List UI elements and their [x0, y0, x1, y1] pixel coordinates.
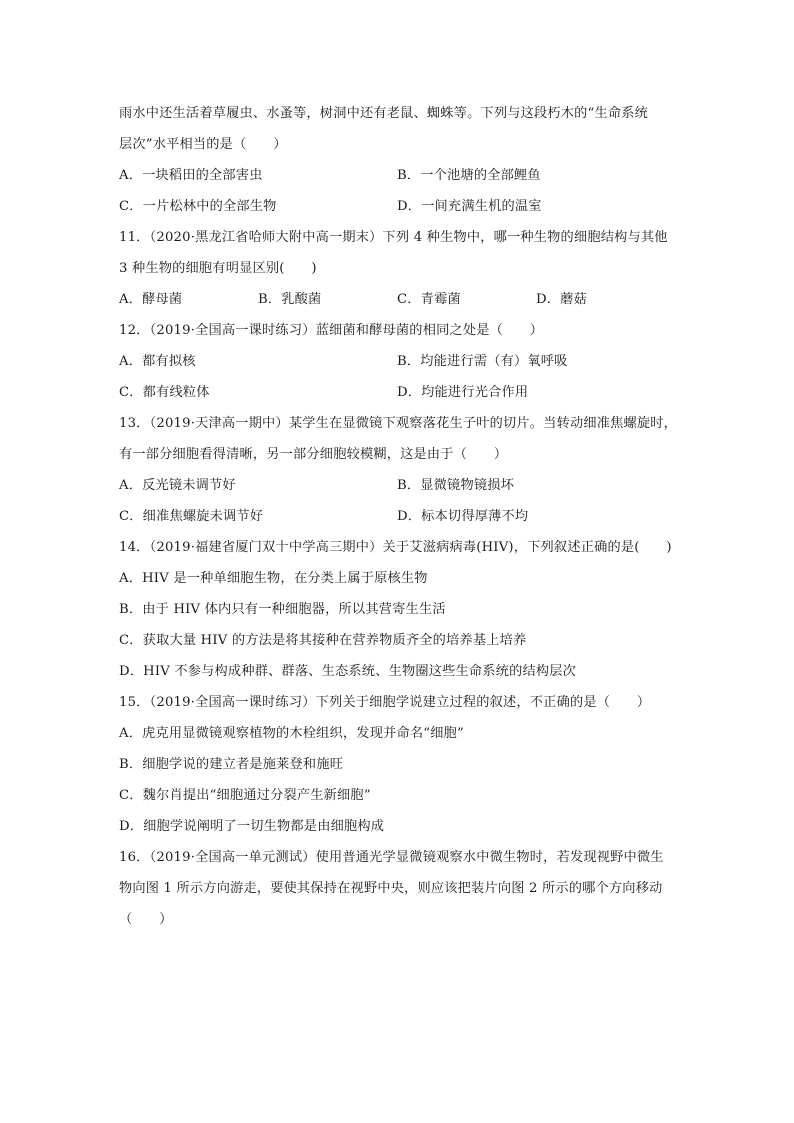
q12-option-c: C．都有线粒体 [119, 385, 210, 400]
q10-stem-line2: 层次”水平相当的是（ ） [119, 137, 287, 152]
q13-option-b: B．显微镜物镜损坏 [397, 478, 514, 493]
q16-stem-line3: （ ） [119, 912, 173, 927]
q11-option-b: B．乳酸菌 [258, 292, 322, 307]
q13-stem-line2: 有一部分细胞看得清晰，另一部分细胞较模糊，这是由于（ ） [119, 447, 508, 462]
q11-stem-line2: 3 种生物的细胞有明显区别( ) [119, 261, 317, 276]
q10-options-row2 [119, 191, 675, 222]
q10-option-d: D．一间充满生机的温室 [397, 199, 542, 214]
q13-option-a: A．反光镜未调节好 [119, 478, 236, 493]
q12-option-a: A．都有拟核 [119, 354, 196, 369]
q14-option-a: A．HIV 是一种单细胞生物，在分类上属于原核生物 [119, 571, 428, 586]
q12-options-row2 [119, 377, 675, 408]
q11-options-row [119, 284, 675, 315]
q11-option-c: C．青霉菌 [397, 292, 461, 307]
q13-options-row2 [119, 501, 675, 532]
q15-stem-line1: 15．（2019·全国高一课时练习）下列关于细胞学说建立过程的叙述，不正确的是（ ） [119, 695, 651, 710]
q16-stem-line1: 16．（2019·全国高一单元测试）使用普通光学显微镜观察水中微生物时，若发现视野中微生 [119, 850, 664, 865]
q10-options-row1 [119, 160, 675, 191]
q13-options-row1 [119, 470, 675, 501]
q13-option-d: D．标本切得厚薄不均 [397, 509, 529, 524]
q10-option-a: A．一块稻田的全部害虫 [119, 168, 263, 183]
q12-stem-line1: 12．（2019·全国高一课时练习）蓝细菌和酵母菌的相同之处是（ ） [119, 323, 544, 338]
q12-option-d: D．均能进行光合作用 [397, 385, 529, 400]
q14-stem-line1: 14．（2019·福建省厦门双十中学高三期中）关于艾滋病病毒(HIV)，下列叙述正确的是( ) [119, 540, 672, 555]
q15-option-c: C．魏尔肖提出“细胞通过分裂产生新细胞” [119, 788, 371, 803]
q13-stem-line1: 13．（2019·天津高一期中）某学生在显微镜下观察落花生子叶的切片。当转动细准焦螺旋时， [119, 416, 678, 431]
q14-option-d: D．HIV 不参与构成种群、群落、生态系统、生物圈这些生命系统的结构层次 [119, 664, 577, 679]
q15-option-d: D．细胞学说阐明了一切生物都是由细胞构成 [119, 819, 385, 834]
q11-option-d: D．蘑菇 [536, 292, 587, 307]
q14-option-b: B．由于 HIV 体内只有一种细胞器，所以其营寄生生活 [119, 602, 446, 617]
q12-option-b: B．均能进行需（有）氧呼吸 [397, 354, 568, 369]
q16-stem-line2: 物向图 1 所示方向游走，要使其保持在视野中央，则应该把装片向图 2 所示的哪个方向移动 [119, 881, 663, 896]
q11-stem-line1: 11．（2020·黑龙江省哈师大附中高一期末）下列 4 种生物中，哪一种生物的细胞结构与其他 [119, 230, 668, 245]
q15-option-b: B．细胞学说的建立者是施莱登和施旺 [119, 757, 344, 772]
q12-options-row1 [119, 346, 675, 377]
q13-option-c: C．细准焦螺旋未调节好 [119, 509, 264, 524]
question-list [119, 98, 678, 935]
q10-stem-line1: 雨水中还生活着草履虫、水蚤等，树洞中还有老鼠、蜘蛛等。下列与这段朽木的“生命系统 [119, 106, 649, 121]
q11-option-a: A．酵母菌 [119, 292, 183, 307]
q15-option-a: A．虎克用显微镜观察植物的木栓组织，发现并命名“细胞” [119, 726, 464, 741]
q10-option-b: B．一个池塘的全部鲤鱼 [397, 168, 541, 183]
q14-option-c: C．获取大量 HIV 的方法是将其接种在营养物质齐全的培养基上培养 [119, 633, 527, 648]
q10-option-c: C．一片松林中的全部生物 [119, 199, 277, 214]
